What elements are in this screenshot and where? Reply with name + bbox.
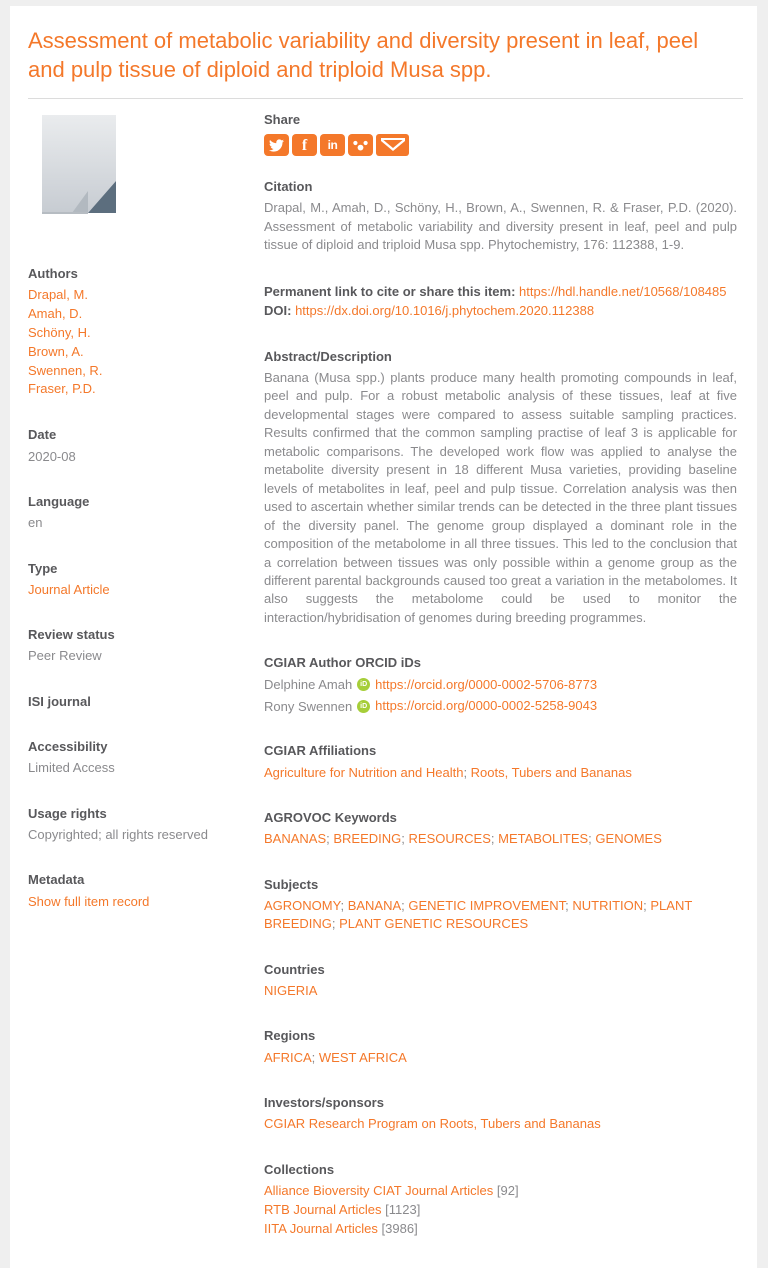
sidebar-section-review-status (28, 626, 238, 666)
agrovoc-list (264, 830, 737, 848)
sidebar-section-isi-journal (28, 693, 238, 711)
mendeley-share-button[interactable] (348, 134, 373, 156)
doi-link[interactable]: https://dx.doi.org/10.1016/j.phytochem.2020.112388 (295, 303, 595, 319)
linkedin-icon: in (327, 138, 338, 153)
agrovoc-heading: AGROVOC Keywords (264, 810, 397, 826)
separator: ; (401, 897, 409, 913)
item-page-card (10, 6, 757, 1268)
separator: ; (326, 831, 334, 847)
usage-rights-heading: Usage rights (28, 805, 107, 821)
investor-link[interactable]: CGIAR Research Program on Roots, Tubers and Bananas (264, 1116, 601, 1132)
permanent-link[interactable]: https://hdl.handle.net/10568/108485 (519, 283, 727, 299)
author-link[interactable]: Fraser, P.D. (28, 381, 96, 397)
author-link[interactable]: Swennen, R. (28, 362, 103, 378)
collection-count: [3986] (381, 1220, 418, 1236)
share-heading: Share (264, 112, 301, 128)
language-heading: Language (28, 493, 90, 509)
section-regions (264, 1027, 737, 1067)
section-citation (264, 178, 737, 255)
investors-list (264, 1115, 737, 1133)
doi-label: DOI: (264, 303, 292, 319)
isi-journal-heading: ISI journal (28, 693, 91, 709)
separator: ; (401, 831, 409, 847)
email-icon (381, 138, 405, 152)
twitter-icon (269, 138, 284, 153)
accessibility-heading: Accessibility (28, 739, 108, 755)
orcid-author-name: Rony Swennen (264, 698, 353, 714)
collections-heading: Collections (264, 1161, 335, 1177)
citation-text: Drapal, M., Amah, D., Schöny, H., Brown, A., Swennen, R. & Fraser, P.D. (2020). Assessment of metabolic variability and diversity present in leaf, peel and pulp tissue of diploid and triploid Musa spp. Phytochemistry, 176: 112388, 1-9. (264, 200, 737, 253)
countries-heading: Countries (264, 961, 325, 977)
item-thumbnail[interactable] (42, 115, 238, 221)
linkedin-share-button[interactable] (320, 134, 345, 156)
citation-heading: Citation (264, 179, 313, 195)
sidebar-section-usage-rights (28, 805, 238, 845)
document-icon (42, 115, 117, 216)
orcid-link[interactable]: https://orcid.org/0000-0002-5706-8773 (375, 676, 598, 692)
orcid-icon: iD (357, 678, 370, 691)
date-value: 2020-08 (28, 448, 76, 464)
collection-count: [1123] (385, 1201, 421, 1217)
affiliation-link[interactable]: Agriculture for Nutrition and Health (264, 764, 464, 780)
affiliation-link[interactable]: Roots, Tubers and Bananas (470, 764, 632, 780)
accessibility-value: Limited Access (28, 760, 115, 776)
affiliations-heading: CGIAR Affiliations (264, 743, 377, 759)
sidebar-section-metadata (28, 871, 238, 911)
collection-link[interactable]: IITA Journal Articles (264, 1220, 378, 1236)
separator: ; (311, 1049, 319, 1065)
author-link[interactable]: Amah, D. (28, 306, 83, 322)
region-link[interactable]: WEST AFRICA (318, 1049, 407, 1065)
sidebar-section-type (28, 560, 238, 600)
collection-row (264, 1182, 737, 1201)
subjects-list (264, 897, 737, 934)
abstract-text: Banana (Musa spp.) plants produce many health promoting compounds in leaf, peel and pulp. For a robust metabolic analysis of these tissues, leaf at five developmental stages were compared to assess suitable sampling practices. Results confirmed that the common sampling practise of leaf 3 is applicable for metabolic comparisons. The developed work flow was applied to analyse the metabolite diversity present in 18 different Musa varieties, providing baseline levels of metabolites in leaf, peel and pulp tissue. Correlation analysis was then used to ascertain whether similar trends can be detected in the three plant tissues of the diversity panel. The genome group displayed a dominant role in the composition of the metabolome in all three tissues. This led to the conclusion that a correlation between tissues was only possible within a genome group as the different parental backgrounds caused too great a variation in the metabolomes. It also suggests the metabolome could be used to monitor the interaction/hybridisation of genomes during breeding programmes. (264, 369, 737, 625)
twitter-share-button[interactable] (264, 134, 289, 156)
orcid-author-name: Delphine Amah (264, 677, 353, 693)
email-share-button[interactable] (376, 134, 409, 156)
region-link[interactable]: AFRICA (264, 1049, 312, 1065)
sidebar-section-accessibility (28, 738, 238, 778)
title-divider (28, 98, 743, 99)
countries-list (264, 982, 737, 1000)
orcid-link[interactable]: https://orcid.org/0000-0002-5258-9043 (375, 697, 598, 713)
orcid-icon: iD (357, 700, 370, 713)
separator: ; (340, 897, 348, 913)
section-collections (264, 1161, 737, 1239)
abstract-heading: Abstract/Description (264, 348, 392, 364)
separator: ; (490, 831, 499, 847)
metadata-sidebar (28, 111, 238, 1238)
author-link[interactable]: Brown, A. (28, 343, 84, 359)
author-link[interactable]: Schöny, H. (28, 324, 91, 340)
facebook-share-button[interactable] (292, 134, 317, 156)
country-link[interactable]: NIGERIA (264, 982, 318, 998)
mendeley-icon (352, 139, 369, 152)
separator: ; (643, 897, 651, 913)
section-share (264, 111, 737, 156)
regions-heading: Regions (264, 1028, 316, 1044)
facebook-icon: f (301, 137, 308, 155)
date-heading: Date (28, 427, 57, 443)
section-abstract (264, 348, 737, 628)
collection-count: [92] (496, 1182, 519, 1198)
author-link[interactable]: Drapal, M. (28, 287, 88, 303)
authors-list (28, 286, 238, 399)
collection-link[interactable]: RTB Journal Articles (264, 1201, 382, 1217)
orcid-heading: CGIAR Author ORCID iDs (264, 655, 421, 671)
subject-link[interactable]: AGRONOMY (264, 897, 341, 913)
agrovoc-keyword-link[interactable]: BANANAS (264, 831, 327, 847)
page-title: Assessment of metabolic variability and diversity present in leaf, peel and pulp tissue of diploid and triploid Musa spp. (28, 28, 699, 83)
sidebar-section-authors (28, 265, 238, 399)
investors-heading: Investors/sponsors (264, 1095, 384, 1111)
show-full-item-record-link[interactable]: Show full item record (28, 893, 150, 909)
collection-link[interactable]: Alliance Bioversity CIAT Journal Articles (264, 1182, 494, 1198)
collection-row (264, 1201, 737, 1220)
usage-rights-value: Copyrighted; all rights reserved (28, 826, 208, 842)
collections-list (264, 1182, 737, 1239)
subjects-heading: Subjects (264, 876, 319, 892)
type-link[interactable]: Journal Article (28, 581, 110, 597)
affiliations-list (264, 764, 737, 782)
subject-link[interactable]: NUTRITION (572, 897, 644, 913)
agrovoc-keyword-link[interactable]: GENOMES (595, 831, 662, 847)
separator: ; (331, 916, 340, 932)
subject-link[interactable]: PLANT BREEDING (264, 897, 693, 932)
subject-link[interactable]: PLANT GENETIC RESOURCES (339, 916, 529, 932)
metadata-heading: Metadata (28, 872, 85, 888)
language-value: en (28, 515, 43, 531)
section-permanent-link (264, 282, 737, 321)
orcid-list (264, 676, 737, 716)
share-icons (264, 134, 737, 156)
collection-row (264, 1220, 737, 1239)
section-countries (264, 961, 737, 1001)
agrovoc-keyword-link[interactable]: BREEDING (333, 831, 402, 847)
section-agrovoc (264, 809, 737, 849)
sidebar-section-language (28, 493, 238, 533)
regions-list (264, 1049, 737, 1067)
agrovoc-keyword-link[interactable]: METABOLITES (498, 831, 589, 847)
separator: ; (565, 897, 573, 913)
review-status-heading: Review status (28, 627, 115, 643)
orcid-entry (264, 676, 737, 694)
authors-heading: Authors (28, 266, 78, 282)
separator: ; (588, 831, 596, 847)
subject-link[interactable]: GENETIC IMPROVEMENT (408, 897, 566, 913)
section-orcid (264, 654, 737, 715)
section-investors (264, 1094, 737, 1134)
agrovoc-keyword-link[interactable]: RESOURCES (408, 831, 491, 847)
section-subjects (264, 876, 737, 934)
section-affiliations (264, 742, 737, 782)
subject-link[interactable]: BANANA (347, 897, 402, 913)
review-status-value: Peer Review (28, 648, 102, 664)
separator: ; (463, 764, 471, 780)
sidebar-section-date (28, 426, 238, 466)
item-details (264, 111, 743, 1238)
type-heading: Type (28, 560, 58, 576)
permanent-link-label: Permanent link to cite or share this item: (264, 283, 516, 299)
orcid-entry (264, 697, 737, 715)
